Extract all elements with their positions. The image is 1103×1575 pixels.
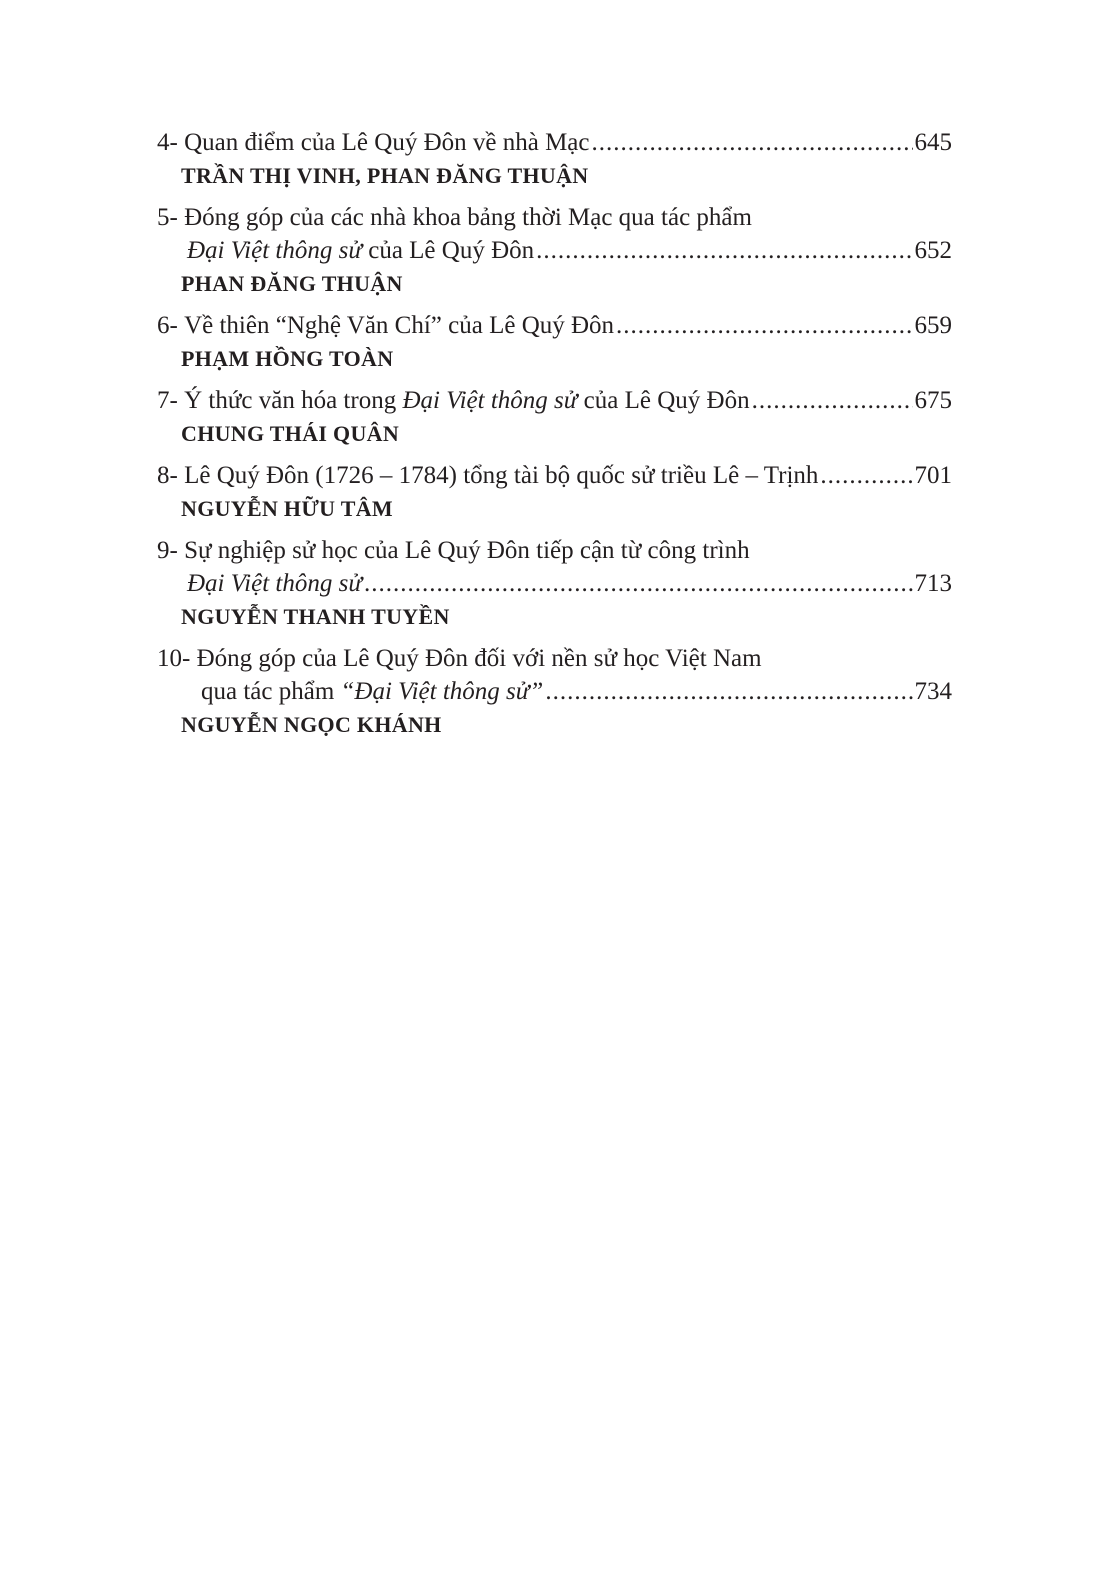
entry-author: NGUYỄN THANH TUYỀN: [181, 604, 450, 629]
page-number: 675: [914, 387, 952, 414]
dot-leader: [545, 675, 912, 708]
entry-number: 5-: [157, 204, 178, 231]
toc-entry: [157, 384, 952, 449]
toc-line: [157, 201, 952, 234]
entry-author: PHAN ĐĂNG THUẬN: [181, 271, 403, 296]
italic-work-title: Đại Việt thông sử: [187, 570, 362, 597]
entry-title-post: của Lê Quý Đôn: [577, 387, 750, 414]
toc-line: [157, 459, 952, 492]
entry-title: Quan điểm của Lê Quý Đôn về nhà Mạc: [184, 129, 590, 156]
page-number: 659: [914, 312, 952, 339]
toc-line: [157, 384, 952, 417]
italic-work-title: Đại Việt thông sử: [187, 237, 362, 264]
entry-number: 6-: [157, 312, 178, 339]
page-number: 734: [914, 678, 952, 705]
toc-line: [157, 309, 952, 342]
dot-leader: [592, 126, 913, 159]
dot-leader: [616, 309, 912, 342]
dot-leader: [536, 234, 912, 267]
entry-author: NGUYỄN HỮU TÂM: [181, 496, 393, 521]
entry-author: TRẦN THỊ VINH, PHAN ĐĂNG THUẬN: [181, 163, 589, 188]
page-number: 645: [914, 129, 952, 156]
page-number: 713: [914, 570, 952, 597]
toc-entry: [157, 534, 952, 632]
entry-title: Đóng góp của các nhà khoa bảng thời Mạc qua tác phẩm: [184, 204, 752, 231]
toc-entry: [157, 309, 952, 374]
table-of-contents: [157, 126, 952, 750]
entry-author: NGUYỄN NGỌC KHÁNH: [181, 712, 442, 737]
dot-leader: [752, 384, 913, 417]
entry-title: Về thiên “Nghệ Văn Chí” của Lê Quý Đôn: [184, 312, 615, 339]
page-number: 701: [914, 462, 952, 489]
toc-entry: [157, 642, 952, 740]
entry-number: 4-: [157, 129, 178, 156]
dot-leader: [364, 567, 913, 600]
toc-line: [157, 534, 952, 567]
entry-title-rest: của Lê Quý Đôn: [361, 237, 535, 264]
entry-number: 8-: [157, 462, 178, 489]
toc-entry: [157, 201, 952, 299]
entry-title: Sự nghiệp sử học của Lê Quý Đôn tiếp cận từ công trình: [184, 537, 750, 564]
toc-line-continuation: [157, 567, 952, 600]
toc-line-continuation: [157, 675, 952, 708]
entry-title-continued: [187, 234, 534, 267]
toc-line: [157, 642, 952, 675]
entry-author: CHUNG THÁI QUÂN: [181, 421, 400, 446]
italic-work-title: “Đại Việt thông sử”: [340, 678, 544, 705]
entry-number: 9-: [157, 537, 178, 564]
entry-number: 7-: [157, 387, 178, 414]
entry-title-continued: [201, 675, 543, 708]
toc-entry: [157, 459, 952, 524]
entry-title: Lê Quý Đôn (1726 – 1784) tổng tài bộ quốc sử triều Lê – Trịnh: [184, 462, 819, 489]
entry-title-pre: qua tác phẩm: [201, 678, 341, 705]
entry-title-continued: [187, 567, 362, 600]
entry-title: Đóng góp của Lê Quý Đôn đối với nền sử học Việt Nam: [196, 645, 762, 672]
entry-author: PHẠM HỒNG TOÀN: [181, 346, 394, 371]
entry-title: [184, 384, 750, 417]
entry-number: 10-: [157, 645, 191, 672]
page-number: 652: [914, 237, 952, 264]
entry-title-pre: Ý thức văn hóa trong: [184, 387, 403, 414]
toc-entry: [157, 126, 952, 191]
dot-leader: [820, 459, 912, 492]
italic-work-title: Đại Việt thông sử: [402, 387, 578, 414]
toc-line-continuation: [157, 234, 952, 267]
toc-line: [157, 126, 952, 159]
